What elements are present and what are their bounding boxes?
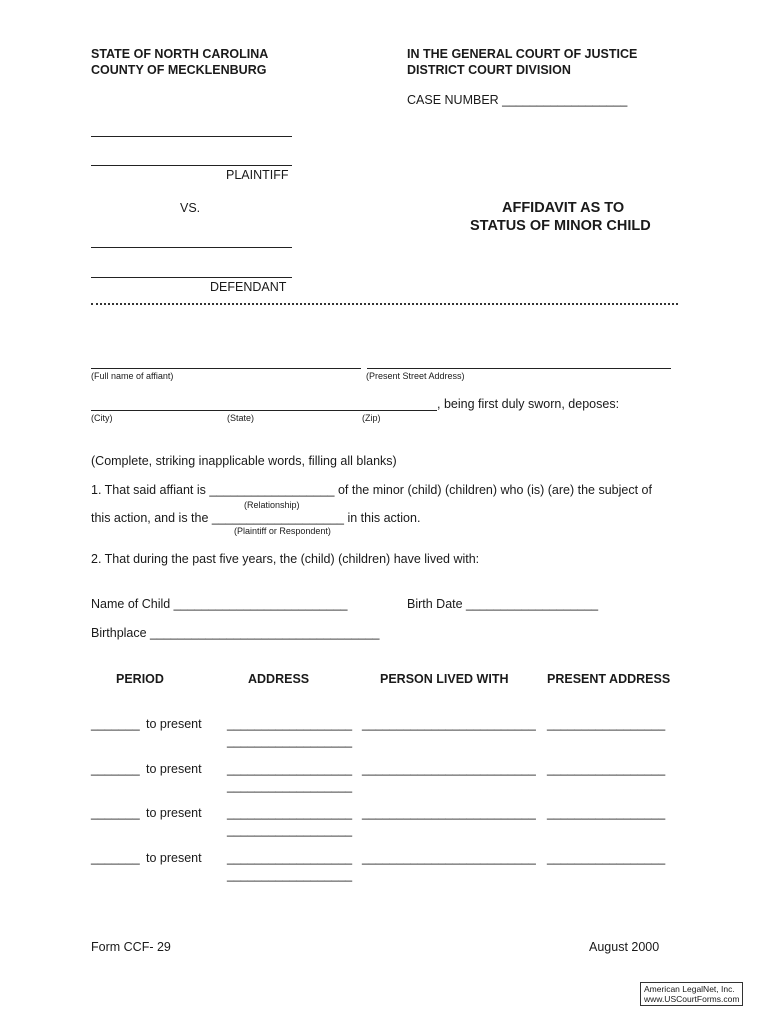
address-field-2[interactable]: __________________ [227,823,353,837]
present-address-field[interactable]: _________________ [547,806,666,820]
publisher-url[interactable]: www.USCourtForms.com [644,994,740,1004]
address-field[interactable]: __________________ [227,806,353,820]
vs-label: VS. [180,201,201,215]
period-field[interactable]: _______ [91,806,140,820]
division-heading: DISTRICT COURT DIVISION [407,63,571,77]
party-label: (Plaintiff or Respondent) [234,526,331,536]
address-field[interactable]: __________________ [227,762,353,776]
address-field[interactable]: __________________ [227,851,353,865]
plaintiff-line-1[interactable] [91,136,292,137]
para1-line2[interactable]: this action, and is the ___________________ in this action. [91,511,421,525]
form-date: August 2000 [589,940,660,954]
zip-label: (Zip) [362,413,381,423]
birth-date-field[interactable]: Birth Date ___________________ [407,597,599,611]
defendant-label: DEFENDANT [210,280,287,294]
affiant-name-field[interactable] [91,368,361,369]
para2-text: 2. That during the past five years, the (child) (children) have lived with: [91,552,480,566]
present-address-field[interactable]: _________________ [547,851,666,865]
instructions-text: (Complete, striking inapplicable words, filling all blanks) [91,454,397,468]
period-field[interactable]: _______ [91,717,140,731]
to-present-label: to present [146,851,202,865]
title-line-1: AFFIDAVIT AS TO [502,200,625,216]
header-period: PERIOD [116,672,164,686]
city-label: (City) [91,413,113,423]
affiant-address-field[interactable] [367,368,671,369]
state-label: (State) [227,413,255,423]
affiant-city-field[interactable] [91,410,437,411]
county-heading: COUNTY OF MECKLENBURG [91,63,267,77]
title-line-2: STATUS OF MINOR CHILD [470,218,651,234]
present-address-field[interactable]: _________________ [547,762,666,776]
header-person-lived-with: PERSON LIVED WITH [380,672,509,686]
to-present-label: to present [146,762,202,776]
publisher-stamp [640,982,743,1006]
to-present-label: to present [146,717,202,731]
person-field[interactable]: _________________________ [362,762,536,776]
defendant-line-1[interactable] [91,247,292,248]
sworn-text: , being first duly sworn, deposes: [437,397,620,411]
plaintiff-line-2[interactable] [91,165,292,166]
header-address: ADDRESS [248,672,310,686]
address-field[interactable]: __________________ [227,717,353,731]
present-address-field[interactable]: _________________ [547,717,666,731]
defendant-line-2[interactable] [91,277,292,278]
address-field-2[interactable]: __________________ [227,868,353,882]
child-name-field[interactable]: Name of Child _________________________ [91,597,348,611]
state-heading: STATE OF NORTH CAROLINA [91,47,269,61]
affiant-address-label: (Present Street Address) [366,371,465,381]
case-number-field[interactable]: CASE NUMBER __________________ [407,93,628,107]
affiant-name-label: (Full name of affiant) [91,371,174,381]
birthplace-field[interactable]: Birthplace _________________________________ [91,626,380,640]
address-field-2[interactable]: __________________ [227,779,353,793]
person-field[interactable]: _________________________ [362,717,536,731]
relationship-label: (Relationship) [244,500,300,510]
address-field-2[interactable]: __________________ [227,734,353,748]
person-field[interactable]: _________________________ [362,806,536,820]
header-present-address: PRESENT ADDRESS [547,672,671,686]
para1-line1[interactable]: 1. That said affiant is __________________ of the minor (child) (children) who (is) (are) the subject of [91,483,652,497]
plaintiff-label: PLAINTIFF [226,168,289,182]
form-number: Form CCF- 29 [91,940,171,954]
publisher-name: American LegalNet, Inc. [644,984,735,994]
to-present-label: to present [146,806,202,820]
dotted-separator [91,303,678,305]
period-field[interactable]: _______ [91,762,140,776]
period-field[interactable]: _______ [91,851,140,865]
court-heading: IN THE GENERAL COURT OF JUSTICE [407,47,638,61]
person-field[interactable]: _________________________ [362,851,536,865]
